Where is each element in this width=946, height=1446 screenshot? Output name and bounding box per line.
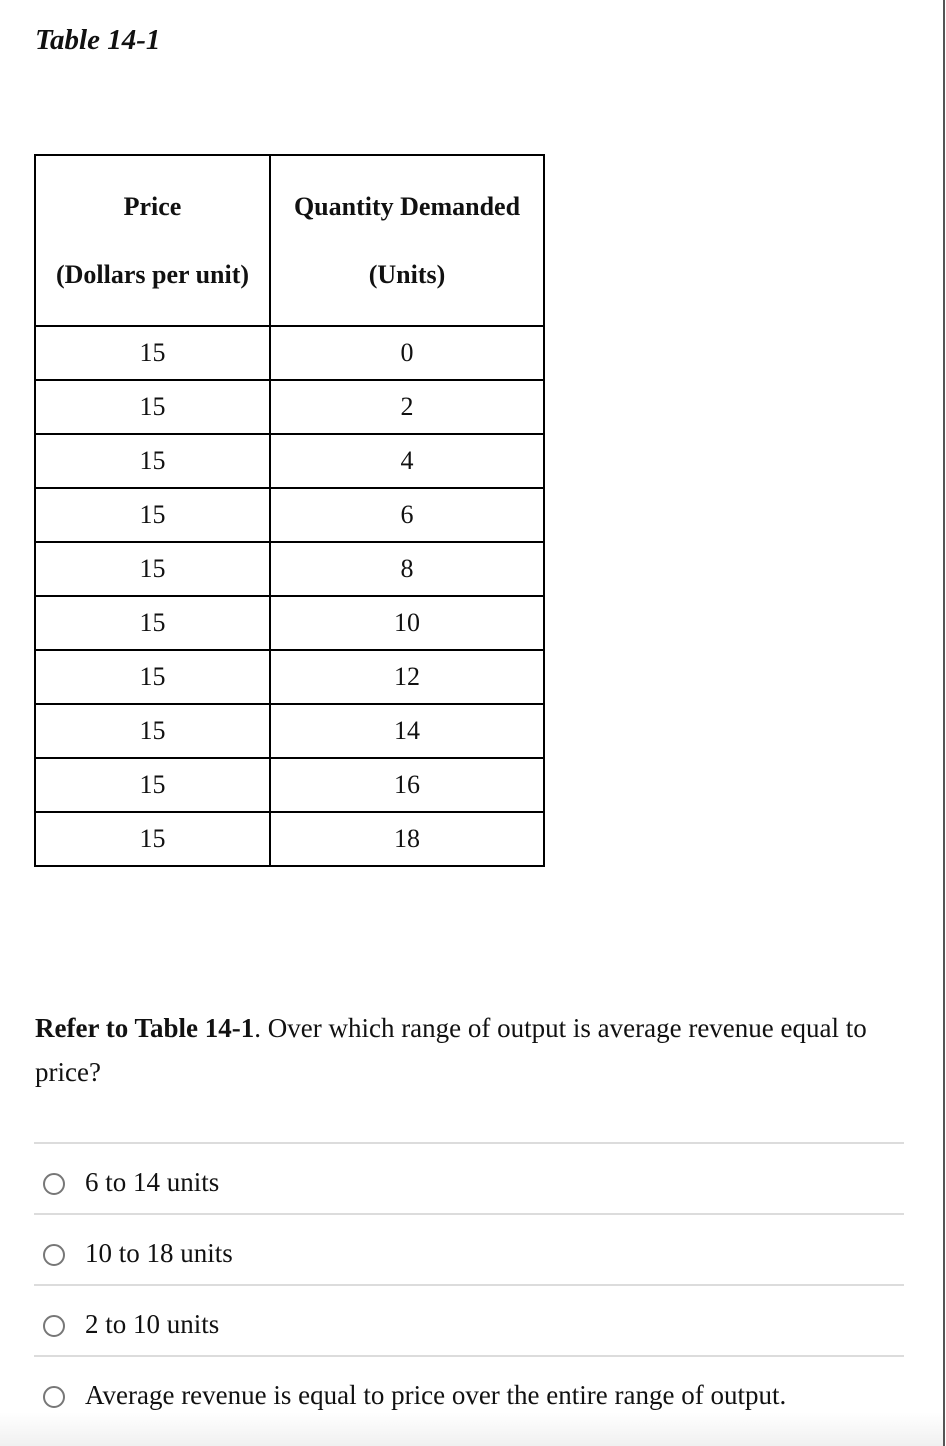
question-body: . Over which range of output is average revenue equal to price? xyxy=(35,1013,867,1087)
quantity-cell: 2 xyxy=(270,380,544,434)
price-column-header xyxy=(35,155,270,326)
table-row xyxy=(35,758,544,812)
quantity-cell: 14 xyxy=(270,704,544,758)
radio-button-icon[interactable] xyxy=(43,1386,65,1408)
table-row xyxy=(35,488,544,542)
answer-option-c[interactable] xyxy=(34,1284,904,1355)
demand-table xyxy=(34,154,545,867)
answer-option-label: 2 to 10 units xyxy=(85,1309,220,1339)
table-row xyxy=(35,812,544,866)
quantity-cell: 4 xyxy=(270,434,544,488)
table-header-row xyxy=(35,155,544,326)
question-table-reference: Refer to Table 14-1 xyxy=(35,1013,255,1043)
answer-options xyxy=(34,1142,904,1426)
quantity-column-header xyxy=(270,155,544,326)
price-header-title: Price xyxy=(123,192,182,221)
table-row xyxy=(35,650,544,704)
answer-option-label: Average revenue is equal to price over the entire range of output. xyxy=(85,1380,787,1410)
table-row xyxy=(35,704,544,758)
quantity-cell: 10 xyxy=(270,596,544,650)
quantity-header-title: Quantity Demanded xyxy=(293,192,521,221)
bottom-fade xyxy=(0,1412,943,1446)
price-cell: 15 xyxy=(35,650,270,704)
price-cell: 15 xyxy=(35,758,270,812)
quantity-cell: 6 xyxy=(270,488,544,542)
answer-option-b[interactable] xyxy=(34,1213,904,1284)
question-text xyxy=(35,1006,875,1094)
price-cell: 15 xyxy=(35,704,270,758)
table-row xyxy=(35,326,544,380)
price-header-unit: (Dollars per unit) xyxy=(55,260,250,289)
quantity-cell: 12 xyxy=(270,650,544,704)
quantity-cell: 0 xyxy=(270,326,544,380)
table-row xyxy=(35,380,544,434)
radio-button-icon[interactable] xyxy=(43,1173,65,1195)
price-cell: 15 xyxy=(35,596,270,650)
price-cell: 15 xyxy=(35,812,270,866)
price-cell: 15 xyxy=(35,434,270,488)
quantity-cell: 16 xyxy=(270,758,544,812)
radio-button-icon[interactable] xyxy=(43,1244,65,1266)
price-cell: 15 xyxy=(35,542,270,596)
table-row xyxy=(35,596,544,650)
answer-option-label: 6 to 14 units xyxy=(85,1167,220,1197)
price-cell: 15 xyxy=(35,326,270,380)
table-title: Table 14-1 xyxy=(35,24,161,56)
price-cell: 15 xyxy=(35,380,270,434)
price-cell: 15 xyxy=(35,488,270,542)
quantity-cell: 18 xyxy=(270,812,544,866)
radio-button-icon[interactable] xyxy=(43,1315,65,1337)
quantity-header-unit: (Units) xyxy=(368,260,446,289)
table-row xyxy=(35,542,544,596)
answer-option-a[interactable] xyxy=(34,1142,904,1213)
quantity-cell: 8 xyxy=(270,542,544,596)
table-row xyxy=(35,434,544,488)
answer-option-label: 10 to 18 units xyxy=(85,1238,233,1268)
page-edge-divider xyxy=(943,0,945,1446)
